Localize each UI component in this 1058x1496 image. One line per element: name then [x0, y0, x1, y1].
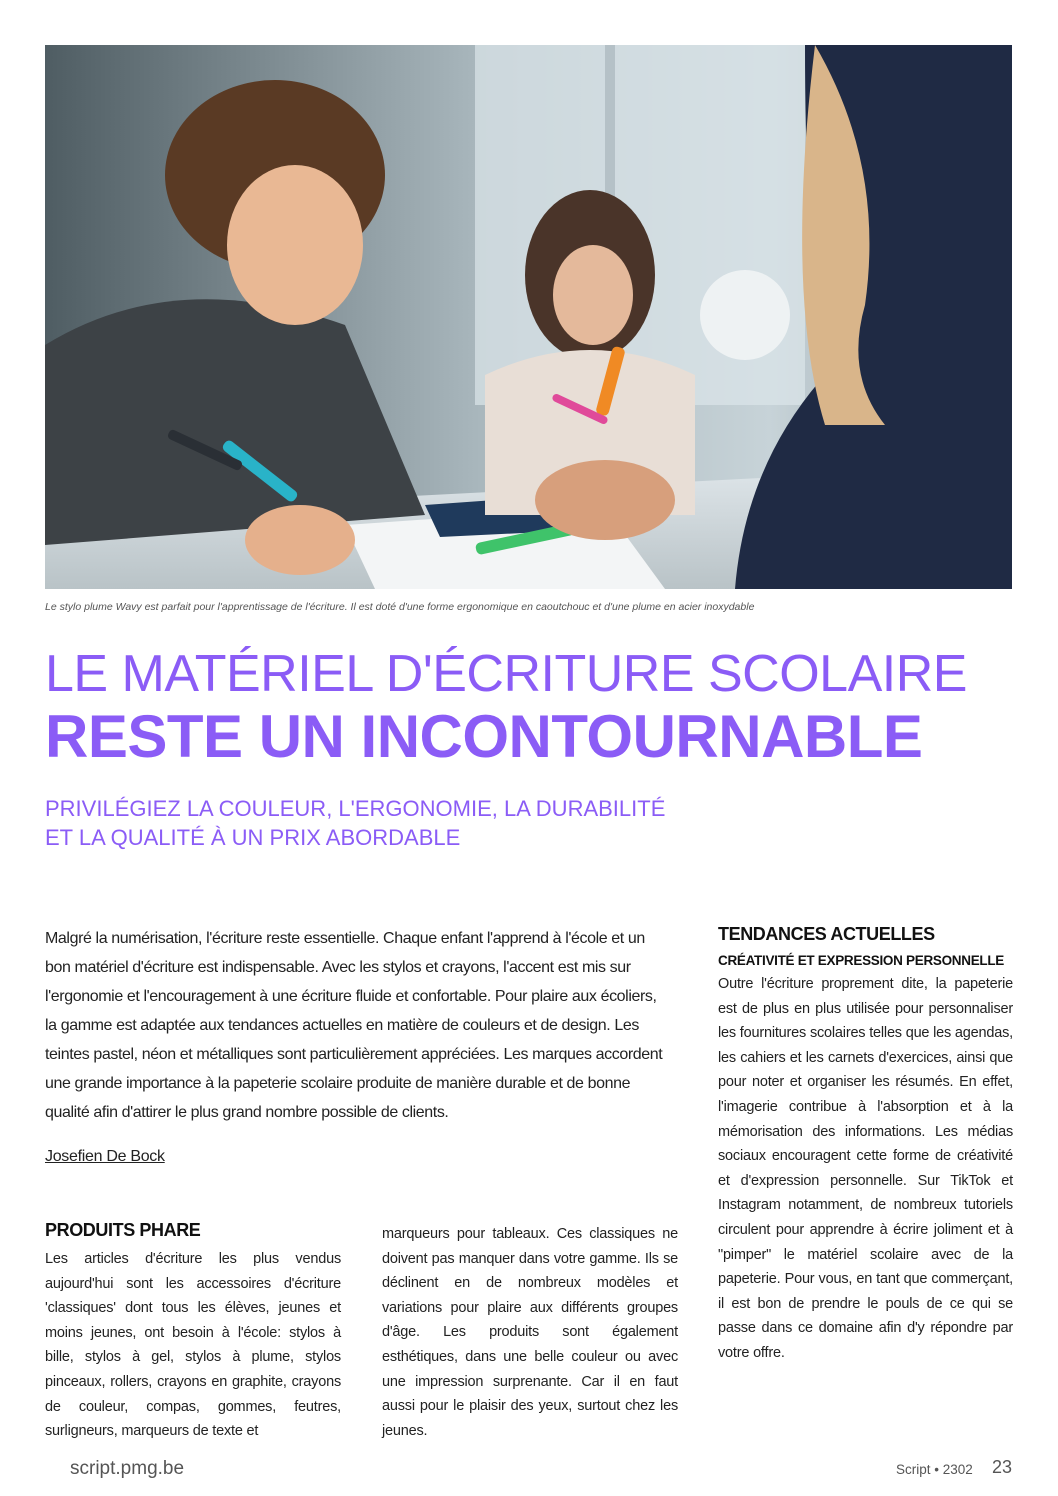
produits-column-1: Les articles d'écriture les plus vendus aujourd'hui sont les accessoires d'écriture 'classiques' dont tous les élèves, jeunes et moins jeunes, ont besoin à l'école: stylos à bille, stylos à gel, stylos à plume, stylos pinceaux, rollers, crayons en graphite, crayons de couleur, compas, gommes, feutres, surligneurs, marqueurs de texte et: [45, 1251, 341, 1440]
footer-site-link[interactable]: script.pmg.be: [70, 1458, 185, 1479]
article-subtitle: [45, 794, 745, 852]
article-photo: [45, 45, 1012, 589]
article-title-line1: LE MATÉRIEL D'ÉCRITURE SCOLAIRE: [45, 645, 967, 703]
subtitle-line1: PRIVILÉGIEZ LA COULEUR, L'ERGONOMIE, LA DURABILITÉ: [45, 796, 666, 821]
produits-column-2: marqueurs pour tableaux. Ces classiques ne doivent pas manquer dans votre gamme. Ils se déclinent en de nombreux modèles et variations pour plaire aux différents groupes d'âge. Les produits sont également esthétiques, dans une belle couleur ou avec une impression surprenante. Car il en faut aussi pour le plaisir des yeux, surtout chez les jeunes.: [382, 1226, 678, 1439]
children-writing-illustration: [45, 45, 1012, 589]
article-title-line2: RESTE UN INCONTOURNABLE: [45, 703, 923, 770]
page-number: 23: [992, 1457, 1013, 1477]
author-name: Josefien De Bock: [45, 1148, 165, 1165]
tendances-column: [718, 950, 1013, 1366]
tendances-subheading: CRÉATIVITÉ ET EXPRESSION PERSONNELLE: [718, 953, 1004, 968]
tendances-body: Outre l'écriture proprement dite, la papeterie est de plus en plus utilisée pour personnaliser les fournitures scolaires telles que les agendas, les cahiers et les carnets d'exercices, ainsi que pour noter et organiser les résumés. En effet, l'imagerie contribue à l'absorption et à la mémorisation des informations. Les médias sociaux encouragent cette forme de créativité et d'expression personnelle. Sur TikTok et Instagram notamment, de nombreux tutoriels circulent pour apprendre à écrire joliment et à "pimper" le matériel scolaire avec de la papeterie. Pour vous, en tant que commerçant, il est bon de prendre le pouls de ce qui se passe dans ce domaine afin d'y répondre par votre offre.: [718, 976, 1013, 1361]
photo-caption: Le stylo plume Wavy est parfait pour l'apprentissage de l'écriture. Il est doté d'une forme ergonomique en caoutchouc et d'une plume en acier inoxydable: [45, 601, 755, 613]
footer-issue: Script • 2302: [896, 1462, 973, 1477]
subtitle-line2: ET LA QUALITÉ À UN PRIX ABORDABLE: [45, 825, 461, 850]
produits-heading: PRODUITS PHARE: [45, 1220, 201, 1240]
intro-paragraph: Malgré la numérisation, l'écriture reste essentielle. Chaque enfant l'apprend à l'école et un bon matériel d'écriture est indispensable. Avec les stylos et crayons, l'accent est mis sur l'ergonomie et l'encouragement à une écriture fluide et confortable. Pour plaire aux écoliers, la gamme est adaptée aux tendances actuelles en matière de couleurs et de design. Les teintes pastel, néon et métalliques sont particulièrement appréciées. Les marques accordent une grande importance à la papeterie scolaire produite de manière durable et de bonne qualité afin d'attirer le plus grand nombre possible de clients.: [45, 930, 663, 1121]
tendances-heading: TENDANCES ACTUELLES: [718, 924, 935, 944]
